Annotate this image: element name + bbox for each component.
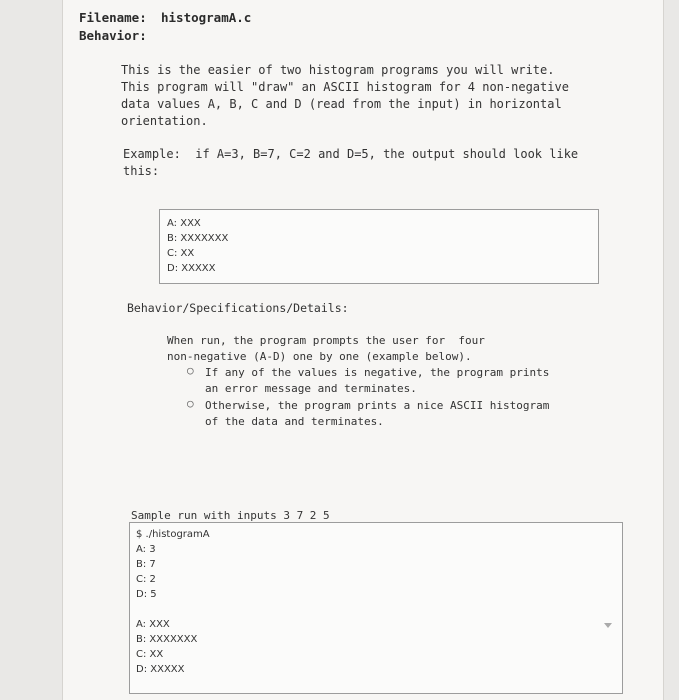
specs-intro-line: When run, the program prompts the user for four [167, 334, 485, 347]
specs-title: Behavior/Specifications/Details: [127, 301, 349, 315]
intro-line: This is the easier of two histogram programs you will write. [121, 63, 555, 77]
sample-line: D: XXXXX [136, 664, 185, 675]
bullet-line: an error message and terminates. [205, 382, 417, 395]
sample-line [136, 602, 210, 617]
document-page [62, 0, 664, 700]
sample-title: Sample run with inputs 3 7 2 5 [131, 509, 330, 522]
sample-line: A: 3 [136, 544, 156, 555]
filename-value: histogramA.c [161, 10, 252, 25]
behavior-label: Behavior: [79, 28, 147, 43]
bullet-line: Otherwise, the program prints a nice ASCII histogram [205, 399, 550, 412]
example-output-box [159, 209, 599, 284]
sample-line: C: XX [136, 649, 164, 660]
intro-line: orientation. [121, 114, 208, 128]
example-output-line: D: XXXXX [167, 263, 216, 274]
filename-label: Filename: [79, 10, 147, 25]
example-line: Example: if A=3, B=7, C=2 and D=5, the output should look like [123, 147, 579, 161]
intro-line: This program will "draw" an ASCII histogram for 4 non-negative [121, 80, 569, 94]
sample-line: $ ./histogramA [136, 529, 210, 540]
bullet-circle-icon: ○ [187, 397, 194, 410]
sample-line: C: 2 [136, 574, 156, 585]
example-line: this: [123, 164, 160, 178]
resize-handle-icon[interactable] [604, 623, 612, 628]
sample-run-box [129, 522, 623, 694]
specs-intro-line: non-negative (A-D) one by one (example below). [167, 350, 472, 363]
sample-line: A: XXX [136, 619, 170, 630]
intro-line: data values A, B, C and D (read from the input) in horizontal [121, 97, 562, 111]
bullet-circle-icon: ○ [187, 364, 194, 377]
sample-line: D: 5 [136, 589, 157, 600]
sample-line: B: XXXXXXX [136, 634, 198, 645]
bullet-line: of the data and terminates. [205, 415, 384, 428]
example-output-line: C: XX [167, 248, 195, 259]
bullet-line: If any of the values is negative, the program prints [205, 366, 550, 379]
sample-line: B: 7 [136, 559, 156, 570]
example-output-line: B: XXXXXXX [167, 233, 229, 244]
example-output-line: A: XXX [167, 218, 201, 229]
